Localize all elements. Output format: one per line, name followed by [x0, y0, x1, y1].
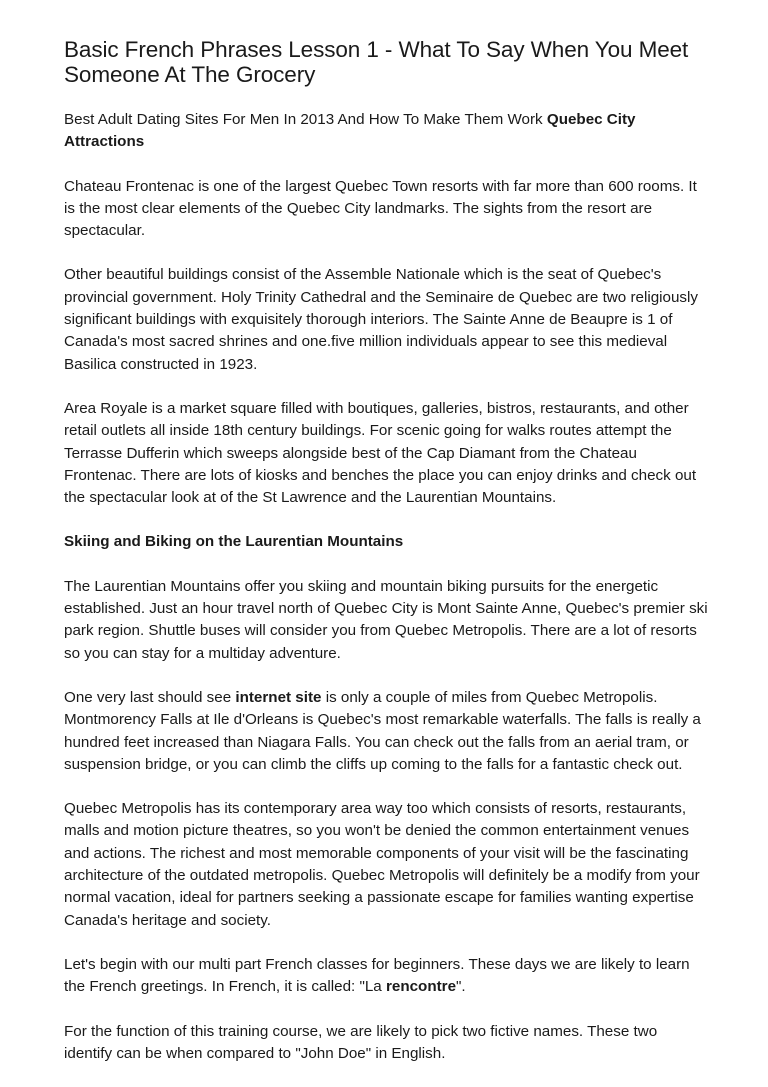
p7-bold-word: rencontre [385, 978, 457, 996]
p5-after: is only a couple of miles from Quebec Metropolis. Montmorency Falls at Ile d'Orleans is Quebec's most remarkable waterfalls. The falls is really a hundred feet increased than Niagara Falls. You can check out the falls from an aerial tram, or suspension bridge, or you can climb the cliffs up coming to the falls for a fantastic check out. [64, 688, 701, 773]
document-title: Basic French Phrases Lesson 1 - What To Say When You Meet Someone At The Grocery [64, 37, 689, 87]
intro-text: Best Adult Dating Sites For Men In 2013 And How To Make Them Work [64, 111, 547, 128]
section-heading [64, 531, 708, 553]
intro-bold-link: Quebec City Attractions [64, 111, 636, 151]
p7-after: ". [456, 978, 466, 996]
paragraph-fictive-names: For the function of this training course, we are likely to pick two fictive names. These two identify can be when compared to "John Doe" in English. [64, 1022, 658, 1062]
section-heading-text: Skiing and Biking on the Laurentian Mountains [64, 533, 404, 551]
paragraph-quebec-metropolis: Quebec Metropolis has its contemporary area way too which consists of resorts, restaurants, malls and motion picture theatres, so you won't be denied the common entertainment venues and actions. The richest and most memorable components of your visit will be the fascinating architecture of the outdated metropolis. Quebec Metropolis will definitely be a modify from your normal vacation, ideal for partners seeking a passionate escape for families wanting expertise Canada's heritage and society. [64, 800, 700, 929]
p7-before: Let's begin with our multi part French classes for beginners. These days we are likely to learn the French greetings. In French, it is called: "La [64, 955, 690, 996]
p5-bold-link: internet site [235, 688, 322, 706]
paragraph-area-royale: Area Royale is a market square filled with boutiques, galleries, bistros, restaurants, and other retail outlets all inside 18th century buildings. For scenic going for walks routes attempt the Terrasse Dufferin which sweeps alongside best of the Cap Diamant from the Chateau Frontenac. There are lots of kiosks and benches the place you can enjoy drinks and check out the spectacular look at of the St Lawrence and the Laurentian Mountains. [64, 399, 697, 507]
paragraph-beautiful-buildings: Other beautiful buildings consist of the Assemble Nationale which is the seat of Quebec's provincial government. Holy Trinity Cathedral and the Seminaire de Quebec are two religiously significant buildings with exquisitely thorough interiors. The Sainte Anne de Beaupre is 1 of Canada's most sacred shrines and one.five million individuals appear to see this medieval Basilica constructed in 1923. [64, 266, 698, 373]
paragraph-laurentian-mountains: The Laurentian Mountains offer you skiing and mountain biking pursuits for the energetic established. Just an hour travel north of Quebec City is Mont Sainte Anne, Quebec's premier ski park region. Shuttle buses will consider you from Quebec Metropolis. There are a lot of resorts so you can stay for a multiday adventure. [64, 577, 708, 662]
paragraph-chateau-frontenac: Chateau Frontenac is one of the largest Quebec Town resorts with far more than 600 rooms. It is the most clear elements of the Quebec City landmarks. The sights from the resort are spectacular. [64, 177, 697, 240]
intro-paragraph [64, 109, 708, 154]
paragraph-montmorency-falls [64, 687, 708, 776]
paragraph-french-classes [64, 954, 708, 999]
p5-before: One very last should see [64, 688, 236, 706]
